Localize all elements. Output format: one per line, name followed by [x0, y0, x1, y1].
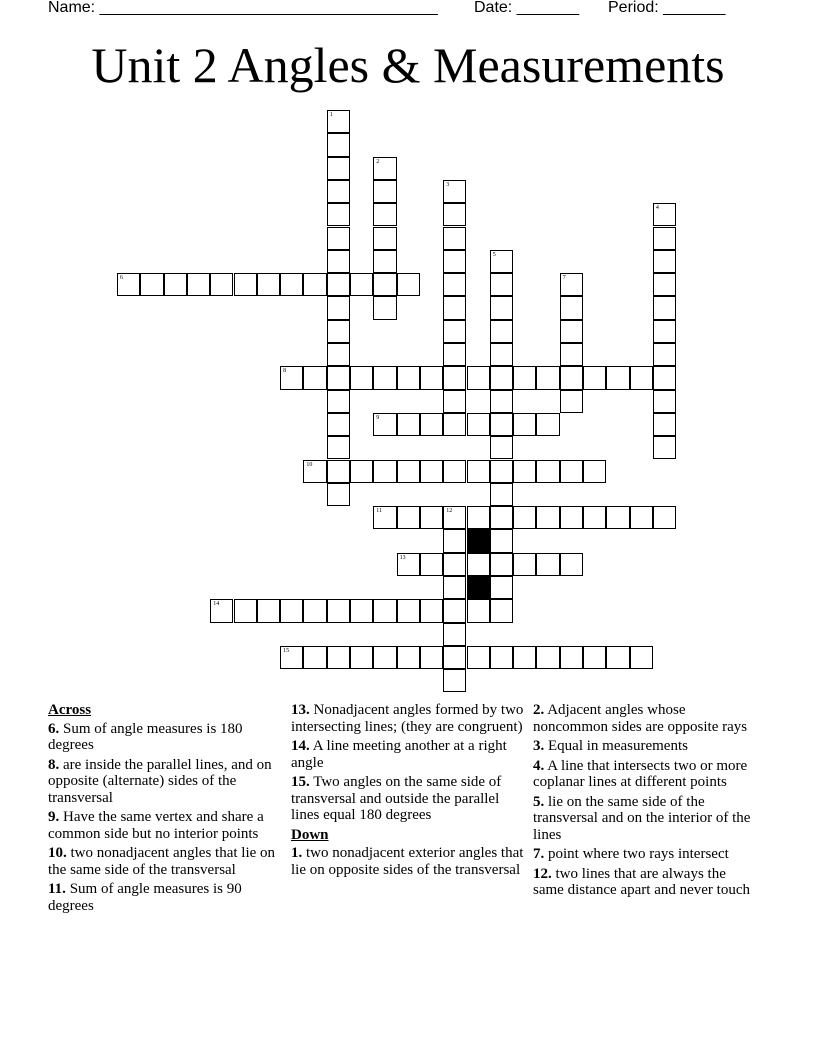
crossword-cell[interactable]	[536, 366, 559, 389]
clue-text: Sum of angle measures is 90 degrees	[48, 881, 242, 914]
crossword-cell[interactable]	[280, 599, 303, 622]
crossword-cell[interactable]	[443, 203, 466, 226]
cell-number: 3	[446, 181, 450, 188]
crossword-cell[interactable]	[443, 320, 466, 343]
crossword-cell[interactable]	[397, 553, 420, 576]
clue-text: A line that intersects two or more coplanar lines at different points	[533, 757, 748, 790]
crossword-cell[interactable]	[327, 390, 350, 413]
crossword-cell[interactable]	[513, 506, 536, 529]
crossword-cell[interactable]	[443, 250, 466, 273]
crossword-cell[interactable]	[187, 273, 210, 296]
crossword-cell[interactable]	[303, 460, 326, 483]
crossword-cell[interactable]	[560, 553, 583, 576]
crossword-cell[interactable]	[513, 366, 536, 389]
clue-across-10	[48, 845, 284, 878]
crossword-cell[interactable]	[490, 390, 513, 413]
crossword-cell[interactable]	[420, 413, 443, 436]
clue-number: 15.	[291, 774, 310, 790]
crossword-cell[interactable]	[234, 273, 257, 296]
clue-number: 9.	[48, 809, 60, 825]
crossword-cell[interactable]	[653, 343, 676, 366]
crossword-cell[interactable]	[373, 250, 396, 273]
crossword-cell[interactable]	[536, 506, 559, 529]
crossword-cell[interactable]	[490, 273, 513, 296]
crossword-cell[interactable]	[490, 320, 513, 343]
crossword-cell[interactable]	[373, 460, 396, 483]
crossword-cell[interactable]	[443, 506, 466, 529]
clue-across-13	[291, 702, 527, 735]
crossword-cell[interactable]	[303, 599, 326, 622]
clue-number: 5.	[533, 793, 545, 810]
crossword-cell[interactable]	[443, 553, 466, 576]
crossword-cell[interactable]	[490, 576, 513, 599]
crossword-cell[interactable]	[443, 623, 466, 646]
crossword-cell[interactable]	[327, 250, 350, 273]
period-field-label[interactable]: Period: _______	[608, 0, 726, 16]
crossword-cell[interactable]	[327, 273, 350, 296]
clue-text: two lines that are always the same distance apart and never touch	[533, 865, 750, 898]
crossword-cell[interactable]	[373, 506, 396, 529]
crossword-cell[interactable]	[373, 599, 396, 622]
clue-across-8	[48, 757, 284, 807]
cell-number: 15	[283, 647, 290, 654]
clue-number: 10.	[48, 845, 67, 861]
crossword-cell[interactable]	[490, 436, 513, 459]
cell-number: 8	[283, 368, 287, 375]
crossword-cell[interactable]	[653, 366, 676, 389]
cell-number: 6	[120, 275, 123, 282]
crossword-cell[interactable]	[397, 366, 420, 389]
page-title: Unit 2 Angles & Measurements	[91, 37, 725, 93]
crossword-cell[interactable]	[373, 413, 396, 436]
crossword-cell[interactable]	[443, 296, 466, 319]
crossword-cell[interactable]	[397, 646, 420, 669]
crossword-cell[interactable]	[350, 273, 373, 296]
crossword-cell[interactable]	[397, 273, 420, 296]
across-heading: Across	[48, 702, 92, 718]
crossword-cell[interactable]	[373, 366, 396, 389]
crossword-cell[interactable]	[443, 669, 466, 692]
crossword-cell[interactable]	[467, 506, 490, 529]
clue-text: two nonadjacent angles that lie on the same side of the transversal	[48, 845, 276, 878]
crossword-cell[interactable]	[560, 343, 583, 366]
crossword-cell[interactable]	[257, 599, 280, 622]
cell-number: 2	[376, 158, 380, 165]
crossword-cell[interactable]	[210, 273, 233, 296]
crossword-cell[interactable]	[327, 296, 350, 319]
clue-number: 7.	[533, 846, 545, 862]
crossword-cell[interactable]	[350, 366, 373, 389]
crossword-cell[interactable]	[467, 599, 490, 622]
crossword-cell[interactable]	[490, 250, 513, 273]
crossword-cell[interactable]	[490, 529, 513, 552]
crossword-cell[interactable]	[397, 413, 420, 436]
crossword-cell[interactable]	[490, 366, 513, 389]
crossword-cell[interactable]	[490, 343, 513, 366]
clue-text: Adjacent angles whose noncommon sides are opposite rays	[533, 702, 748, 735]
crossword-cell[interactable]	[490, 553, 513, 576]
crossword-cell[interactable]	[467, 553, 490, 576]
clue-text: lie on the same side of the transversal and on the interior of the lines	[533, 793, 751, 843]
crossword-cell[interactable]	[327, 343, 350, 366]
crossword-cell[interactable]	[327, 460, 350, 483]
crossword-cell[interactable]	[653, 506, 676, 529]
clues-column-2	[291, 702, 527, 881]
crossword-cell[interactable]	[536, 646, 559, 669]
crossword-cell[interactable]	[513, 460, 536, 483]
crossword-cell[interactable]	[443, 413, 466, 436]
crossword-cell[interactable]	[560, 273, 583, 296]
crossword-cell[interactable]	[327, 436, 350, 459]
clue-text: two nonadjacent exterior angles that lie on opposite sides of the transversal	[291, 845, 524, 878]
crossword-cell[interactable]	[397, 506, 420, 529]
crossword-cell[interactable]	[467, 413, 490, 436]
clue-number: 2.	[533, 702, 545, 718]
crossword-cell[interactable]	[653, 390, 676, 413]
crossword-cell[interactable]	[327, 180, 350, 203]
crossword-cell[interactable]	[373, 296, 396, 319]
clue-down-5	[533, 794, 759, 844]
clue-across-9	[48, 809, 284, 842]
crossword-cell[interactable]	[490, 646, 513, 669]
crossword-cell[interactable]	[513, 413, 536, 436]
crossword-cell[interactable]	[420, 506, 443, 529]
name-field-label[interactable]: Name: ______________________________________	[48, 0, 438, 16]
clue-down-3	[533, 738, 759, 755]
clue-down-7	[533, 846, 759, 863]
cell-number: 13	[399, 554, 406, 561]
crossword-cell[interactable]	[397, 460, 420, 483]
crossword-cell[interactable]	[490, 483, 513, 506]
crossword-cell[interactable]	[373, 273, 396, 296]
crossword-cell[interactable]	[443, 180, 466, 203]
crossword-cell[interactable]	[490, 460, 513, 483]
down-heading: Down	[291, 826, 329, 843]
crossword-cell[interactable]	[280, 366, 303, 389]
crossword-cell[interactable]	[420, 553, 443, 576]
crossword-cell[interactable]	[303, 273, 326, 296]
date-field-label[interactable]: Date: _______	[474, 0, 579, 16]
clue-number: 8.	[48, 756, 60, 773]
crossword-cell[interactable]	[467, 646, 490, 669]
crossword-cell[interactable]	[490, 599, 513, 622]
cell-number: 5	[492, 251, 496, 258]
crossword-cell[interactable]	[327, 110, 350, 133]
crossword-cell[interactable]	[560, 646, 583, 669]
clue-text: Sum of angle measures is 180 degrees	[48, 720, 243, 753]
clue-text: Equal in measurements	[548, 738, 688, 754]
crossword-cell[interactable]	[350, 599, 373, 622]
clue-text: Have the same vertex and share a common side but no interior points	[48, 809, 264, 842]
cell-number: 10	[306, 461, 313, 468]
cell-number: 1	[329, 112, 333, 118]
clue-across-14	[291, 738, 527, 771]
cell-number: 4	[655, 205, 659, 212]
crossword-cell[interactable]	[373, 157, 396, 180]
clue-number: 6.	[48, 720, 60, 737]
crossword-cell[interactable]	[653, 250, 676, 273]
crossword-cell[interactable]	[443, 529, 466, 552]
crossword-cell[interactable]	[443, 390, 466, 413]
cell-number: 14	[213, 601, 220, 608]
crossword-cell[interactable]	[373, 227, 396, 250]
crossword-cell[interactable]	[606, 646, 629, 669]
crossword-cell[interactable]	[653, 413, 676, 436]
crossword-cell[interactable]	[490, 506, 513, 529]
crossword-cell[interactable]	[560, 320, 583, 343]
crossword-cell[interactable]	[420, 366, 443, 389]
blocked-cell	[467, 576, 490, 599]
clue-number: 12.	[533, 865, 552, 882]
crossword-cell[interactable]	[630, 506, 653, 529]
crossword-cell[interactable]	[630, 646, 653, 669]
crossword-cell[interactable]	[443, 460, 466, 483]
crossword-cell[interactable]	[327, 227, 350, 250]
crossword-cell[interactable]	[257, 273, 280, 296]
crossword-cell[interactable]	[583, 460, 606, 483]
crossword-cell[interactable]	[560, 506, 583, 529]
clue-text: Two angles on the same side of transversal and outside the parallel lines equal 180 degrees	[291, 774, 502, 823]
crossword-cell[interactable]	[117, 273, 140, 296]
crossword-cell[interactable]	[443, 646, 466, 669]
crossword-cell[interactable]	[350, 460, 373, 483]
crossword-cell[interactable]	[443, 599, 466, 622]
crossword-cell[interactable]	[443, 366, 466, 389]
crossword-cell[interactable]	[653, 203, 676, 226]
crossword-cell[interactable]	[536, 413, 559, 436]
crossword-cell[interactable]	[443, 227, 466, 250]
clue-across-6	[48, 721, 284, 754]
crossword-cell[interactable]	[420, 646, 443, 669]
crossword-cell[interactable]	[653, 296, 676, 319]
crossword-cell[interactable]	[327, 203, 350, 226]
crossword-cell[interactable]	[513, 646, 536, 669]
crossword-cell[interactable]	[606, 506, 629, 529]
crossword-cell[interactable]	[606, 366, 629, 389]
crossword-cell[interactable]	[560, 460, 583, 483]
crossword-cell[interactable]	[583, 506, 606, 529]
clue-number: 4.	[533, 757, 545, 774]
crossword-cell[interactable]	[303, 366, 326, 389]
clue-across-15	[291, 774, 527, 824]
crossword-cell[interactable]	[490, 413, 513, 436]
crossword-cell[interactable]	[443, 576, 466, 599]
clue-down-4	[533, 758, 759, 791]
crossword-cell[interactable]	[536, 460, 559, 483]
crossword-cell[interactable]	[490, 296, 513, 319]
clue-text: point where two rays intersect	[548, 846, 729, 862]
crossword-cell[interactable]	[653, 273, 676, 296]
cell-number: 7	[562, 275, 566, 282]
crossword-cell[interactable]	[583, 646, 606, 669]
crossword-cell[interactable]	[350, 646, 373, 669]
crossword-cell[interactable]	[583, 366, 606, 389]
clue-number: 11.	[48, 881, 66, 897]
crossword-cell[interactable]	[653, 436, 676, 459]
clue-text: Nonadjacent angles formed by two intersecting lines; (they are congruent)	[291, 702, 524, 735]
crossword-cell[interactable]	[373, 180, 396, 203]
clue-number: 1.	[291, 845, 303, 861]
crossword-cell[interactable]	[280, 273, 303, 296]
crossword-cell[interactable]	[327, 157, 350, 180]
clues-column-1	[48, 702, 284, 917]
crossword-cell[interactable]	[210, 599, 233, 622]
crossword-cell[interactable]	[327, 646, 350, 669]
cell-number: 9	[376, 414, 380, 421]
crossword-cell[interactable]	[397, 599, 420, 622]
crossword-cell[interactable]	[443, 343, 466, 366]
crossword-cell[interactable]	[560, 296, 583, 319]
clue-down-2	[533, 702, 759, 735]
crossword-cell[interactable]	[536, 553, 559, 576]
crossword-cell[interactable]	[513, 553, 536, 576]
crossword-cell[interactable]	[327, 133, 350, 156]
crossword-cell[interactable]	[467, 366, 490, 389]
clue-text: are inside the parallel lines, and on opposite (alternate) sides of the transversal	[48, 756, 272, 806]
crossword-cell[interactable]	[327, 413, 350, 436]
crossword-cell[interactable]	[327, 483, 350, 506]
crossword-cell[interactable]	[373, 203, 396, 226]
clue-down-12	[533, 866, 759, 899]
clue-down-1	[291, 845, 527, 878]
crossword-cell[interactable]	[327, 320, 350, 343]
clue-text: A line meeting another at a right angle	[291, 738, 507, 771]
crossword-cell[interactable]	[653, 227, 676, 250]
cell-number: 12	[446, 508, 453, 515]
crossword-cell[interactable]	[234, 599, 257, 622]
crossword-cell[interactable]	[560, 366, 583, 389]
cell-number: 11	[376, 508, 383, 515]
crossword-cell[interactable]	[560, 390, 583, 413]
crossword-cell[interactable]	[467, 460, 490, 483]
crossword-cell[interactable]	[280, 646, 303, 669]
crossword-cell[interactable]	[327, 599, 350, 622]
crossword-cell[interactable]	[630, 366, 653, 389]
crossword-cell[interactable]	[443, 273, 466, 296]
crossword-cell[interactable]	[420, 460, 443, 483]
clue-number: 13.	[291, 702, 310, 718]
crossword-cell[interactable]	[420, 599, 443, 622]
crossword-cell[interactable]	[303, 646, 326, 669]
clues-column-3	[533, 702, 759, 902]
blocked-cell	[467, 529, 490, 552]
crossword-cell[interactable]	[373, 646, 396, 669]
clue-across-11	[48, 881, 284, 914]
crossword-cell[interactable]	[140, 273, 163, 296]
crossword-cell[interactable]	[327, 366, 350, 389]
clue-number: 14.	[291, 738, 310, 754]
clue-number: 3.	[533, 738, 545, 754]
crossword-cell[interactable]	[653, 320, 676, 343]
crossword-cell[interactable]	[164, 273, 187, 296]
